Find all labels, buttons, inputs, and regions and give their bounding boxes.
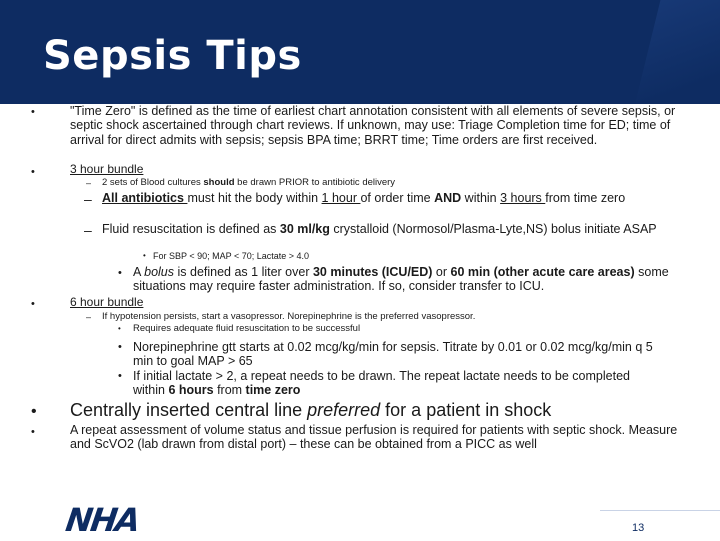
central-line-statement: Centrally inserted central line preferred for a patient in shock <box>70 400 552 420</box>
time-zero-definition: "Time Zero" is defined as the time of earliest chart annotation consistent with all elements of severe sepsis, or septic shock ascertained through chart reviews. If unknown, may use: Triage Completion time for ED; time of arrival for direct admits with sepsis; sepsis BPA time; BRRT time; Time orders are first received. <box>70 104 676 147</box>
page-number: 13 <box>632 522 645 534</box>
dash-marker: – <box>84 191 92 207</box>
slide-title: Sepsis Tips <box>43 33 302 79</box>
blood-cultures-line: 2 sets of Blood cultures should be drawn PRIOR to antibiotic delivery <box>102 177 396 188</box>
bullet-marker: • <box>118 370 122 382</box>
norepinephrine-line: Norepinephrine gtt starts at 0.02 mcg/kg/min for sepsis. Titrate by 0.01 or 0.02 mcg/kg/min q 5 min to goal MAP > 65 <box>133 340 653 368</box>
six-hour-bundle-heading: 6 hour bundle <box>70 295 144 309</box>
bullet-marker: • <box>118 267 122 279</box>
repeat-lactate-line: If initial lactate > 2, a repeat needs to be drawn. The repeat lactate needs to be completed within 6 hours from time zero <box>133 369 630 397</box>
dash-marker: – <box>86 178 92 188</box>
nha-logo: NHA <box>63 501 141 539</box>
bullet-marker: • <box>31 426 35 438</box>
bullet-marker: • <box>31 403 37 420</box>
dash-marker: – <box>84 222 92 238</box>
bullet-marker: • <box>31 166 35 178</box>
bullet-marker: • <box>118 341 122 353</box>
bullet-marker: • <box>31 298 35 310</box>
fluid-requirement-line: Requires adequate fluid resuscitation to be successful <box>133 323 361 334</box>
bullet-marker: • <box>118 324 121 333</box>
fluid-resuscitation-line: Fluid resuscitation is defined as 30 ml/kg crystalloid (Normosol/Plasma-Lyte,NS) bolus initiate ASAP <box>102 222 657 236</box>
footer-divider <box>600 510 720 541</box>
repeat-assessment-line: A repeat assessment of volume status and tissue perfusion is required for patients with septic shock. Measure and ScVO2 (lab drawn from distal port) – these can be obtained from a PICC as well <box>70 423 678 451</box>
bolus-definition-line: A bolus is defined as 1 liter over 30 minutes (ICU/ED) or 60 min (other acute care areas) some situations may require faster administration. If so, consider transfer to ICU. <box>133 265 669 293</box>
three-hour-bundle-heading: 3 hour bundle <box>70 162 144 176</box>
bullet-marker: • <box>143 251 146 260</box>
dash-marker: – <box>86 312 92 322</box>
vasopressor-line: If hypotension persists, start a vasopressor. Norepinephrine is the preferred vasopressor. <box>102 311 476 322</box>
fluid-criteria-line: For SBP < 90; MAP < 70; Lactate > 4.0 <box>153 251 310 261</box>
bullet-marker: • <box>31 106 35 118</box>
antibiotics-line: All antibiotics must hit the body within 1 hour of order time AND within 3 hours from time zero <box>102 191 626 205</box>
